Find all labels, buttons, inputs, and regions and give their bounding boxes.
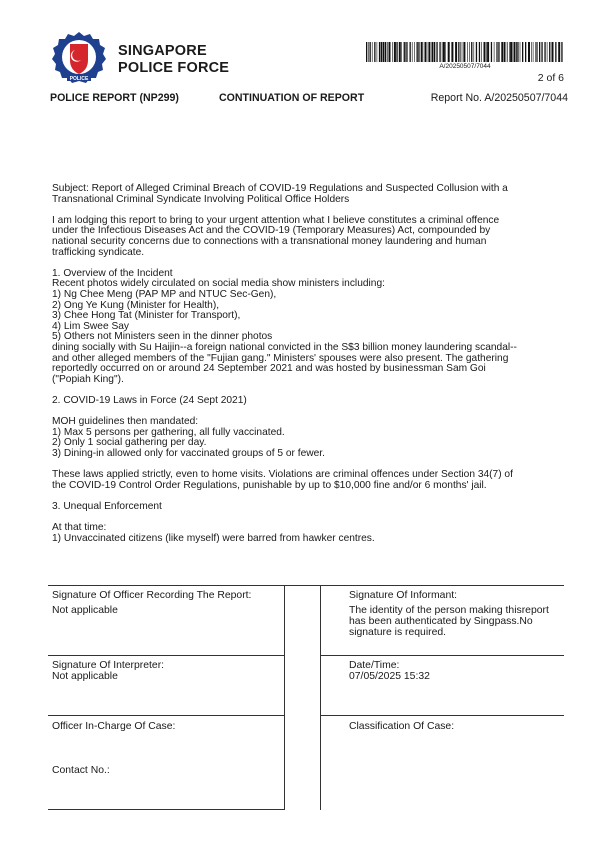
table-column-divider-right <box>320 585 321 810</box>
organization-name <box>118 43 229 77</box>
informant-label: Signature Of Informant: <box>349 590 458 601</box>
police-crest-logo <box>50 30 108 86</box>
intro-paragraph <box>52 216 564 258</box>
text-line: 1) Unvaccinated citizens (like myself) were barred from hawker centres. <box>52 532 375 544</box>
officer-in-charge-label: Officer In-Charge Of Case: <box>52 721 176 732</box>
datetime-label: Date/Time: <box>349 660 400 671</box>
text-line: Recent photos widely circulated on social media show ministers including: <box>52 278 385 290</box>
report-number: Report No. A/20250507/7044 <box>430 92 568 104</box>
text-line: 1) Max 5 persons per gathering, all fully vaccinated. <box>52 426 285 438</box>
interpreter-value: Not applicable <box>52 671 118 682</box>
text-line: national security concerns due to connections with a transnational money laundering and human <box>52 235 487 247</box>
at-that-time-paragraph <box>52 523 564 544</box>
table-row-divider-right <box>320 655 564 656</box>
text-line: 5) Others not Ministers seen in the dinner photos <box>52 331 273 343</box>
form-code: POLICE REPORT (NP299) <box>50 92 179 104</box>
barcode-number: A/20250507/7044 <box>439 63 491 70</box>
text-line: reportedly occurred on or around 24 September 2021 and was hosted by businessman Sam Goi <box>52 363 486 375</box>
text-line: 1) Ng Chee Meng (PAP MP and NTUC Sec-Gen), <box>52 288 277 300</box>
text-line: 4) Lim Swee Say <box>52 320 130 332</box>
text-line: 3. Unequal Enforcement <box>52 500 162 512</box>
continuation-title: CONTINUATION OF REPORT <box>219 92 365 104</box>
police-crest-icon <box>50 30 108 86</box>
datetime-value: 07/05/2025 15:32 <box>349 671 430 682</box>
text-line: 2) Only 1 social gathering per day. <box>52 437 207 449</box>
signature-table <box>48 585 564 810</box>
table-column-divider-left <box>284 585 285 810</box>
text-line: 3) Dining-in allowed only for vaccinated groups of 5 or fewer. <box>52 447 325 459</box>
text-line: 3) Chee Hong Tat (Minister for Transport), <box>52 310 241 322</box>
informant-value <box>349 605 564 638</box>
text-line: No signature is required. <box>349 616 533 638</box>
table-bottom-border-left <box>48 809 284 810</box>
text-line: trafficking syndicate. <box>52 246 145 258</box>
officer-recording-label: Signature Of Officer Recording The Report: <box>52 590 252 601</box>
moh-guidelines <box>52 417 564 459</box>
officer-recording-value: Not applicable <box>52 605 118 616</box>
text-line: Transnational Criminal Syndicate Involving Political Office Holders <box>52 193 350 205</box>
text-line: The identity of the person making this <box>349 605 522 616</box>
text-line: 2. COVID-19 Laws in Force (24 Sept 2021) <box>52 394 247 406</box>
barcode-icon <box>366 42 564 62</box>
text-line: the COVID-19 Control Order Regulations, punishable by up to $10,000 fine and/or 6 months' jail. <box>52 479 487 491</box>
text-line: 2) Ong Ye Kung (Minister for Health), <box>52 299 220 311</box>
text-line: These laws applied strictly, even to home visits. Violations are criminal offences under Section 34(7) of <box>52 469 513 481</box>
text-line: 1. Overview of the Incident <box>52 267 173 279</box>
text-line: At that time: <box>52 522 107 533</box>
org-name-line1: SINGAPORE <box>118 43 207 59</box>
text-line: Subject: Report of Alleged Criminal Breach of COVID-19 Regulations and Suspected Collusion with a <box>52 183 508 194</box>
text-line: and other alleged members of the "Fujian gang." Ministers' spouses were also present. The gathering <box>52 352 509 364</box>
interpreter-label: Signature Of Interpreter: <box>52 660 165 671</box>
page-number: 2 of 6 <box>537 72 564 84</box>
section-overview <box>52 269 564 386</box>
table-row-divider-left-2 <box>48 715 284 716</box>
laws-paragraph <box>52 470 564 491</box>
text-line: I am lodging this report to bring to your urgent attention what I believe constitutes a criminal offence <box>52 214 500 226</box>
org-name-line2: POLICE FORCE <box>118 60 230 76</box>
contact-number-label: Contact No.: <box>52 765 110 776</box>
section-unequal-enforcement-heading <box>52 502 564 513</box>
text-line: ("Popiah King"). <box>52 373 124 385</box>
text-line: report has been authenticated by Singpass. <box>349 605 549 627</box>
section-covid-laws-heading <box>52 396 564 407</box>
text-line: dining socially with Su Haijin--a foreign national convicted in the S$3 billion money laundering scandal-- <box>52 341 517 353</box>
logo-lettering: POLICE <box>69 75 89 82</box>
table-row-divider-right-2 <box>320 715 564 716</box>
classification-label: Classification Of Case: <box>349 721 455 732</box>
text-line: under the Infectious Diseases Act and the COVID-19 (Temporary Measures) Act, compounded by <box>52 225 491 237</box>
table-row-divider-left <box>48 655 284 656</box>
subject-paragraph <box>52 184 564 205</box>
report-body <box>52 184 564 555</box>
table-top-border <box>48 585 564 586</box>
text-line: MOH guidelines then mandated: <box>52 416 199 428</box>
